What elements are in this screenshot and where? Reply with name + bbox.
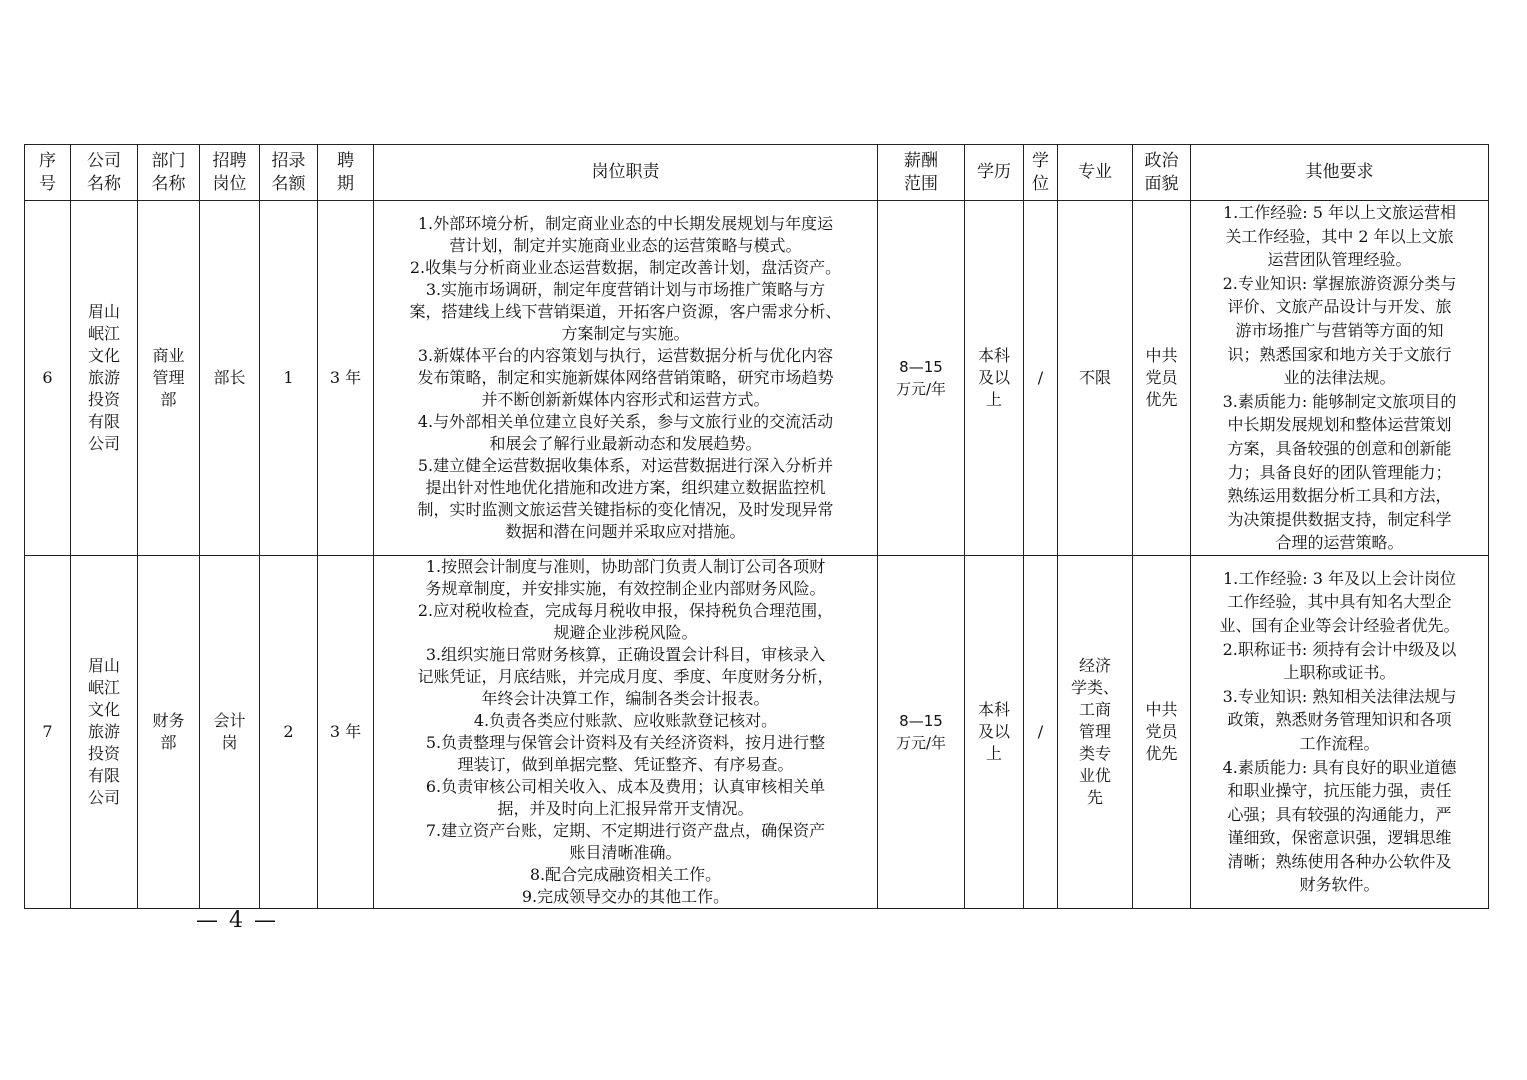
other-req-cell-line: 为决策提供数据支持，制定科学 [1227,509,1452,529]
other-req-cell-line: 政策，熟悉财务管理知识和各项 [1227,710,1452,730]
duties-cell-line: 1.外部环境分析，制定商业业态的中长期发展规划与年度运 [417,213,834,233]
header-political: 政治 面貌 [1133,145,1191,201]
other-req-cell-line: 上职称或证书。 [1283,663,1396,683]
duties-cell-line: 并不断创新新媒体内容形式和运营方式。 [481,389,770,409]
duties-cell-line: 营计划，制定并实施商业业态的运营策略与模式。 [449,235,802,255]
header-salary: 薪酬 范围 [878,145,965,201]
other-req-cell-line: 和职业操守，抗压能力强，责任 [1227,781,1452,801]
header-duties: 岗位职责 [374,145,878,201]
duties-cell-line: 规避企业涉税风险。 [553,622,698,642]
header-position: 招聘 岗位 [200,145,260,201]
education-cell: 本科 及以 上 [965,555,1024,908]
duties-cell-line: 账目清晰准确。 [569,842,682,862]
header-education: 学历 [965,145,1024,201]
other-req-cell-line: 3.素质能力: 能够制定文旅项目的 [1222,391,1457,411]
other-req-cell-line: 1.工作经验: 3 年及以上会计岗位 [1222,568,1456,588]
duties-cell-line: 制，实时监测文旅运营关键指标的变化情况，及时发现异常 [417,499,834,519]
other-req-cell-line: 4.素质能力: 具有良好的职业道德 [1222,757,1457,777]
other-req-cell-line: 识；熟悉国家和地方关于文旅行 [1227,344,1452,364]
other-req-cell-line: 方案，具备较强的创意和创新能 [1227,438,1452,458]
seq-cell: 6 [25,201,71,556]
other-req-cell-line: 业的法律法规。 [1283,368,1396,388]
duties-cell-line: 9.完成领导交办的其他工作。 [521,886,730,906]
other-req-cell-line: 心强；具有较强的沟通能力，严 [1227,804,1452,824]
duties-cell-line: 提出针对性地优化措施和改进方案，组织建立数据监控机 [425,477,826,497]
duties-cell-line: 记账凭证，月底结账，并完成月度、季度、年度财务分析， [417,666,834,686]
other-req-cell-line: 工作经验，其中具有知名大型企 [1227,592,1452,612]
header-major: 专业 [1058,145,1133,201]
table-row [25,555,1489,908]
other-req-cell-line: 运营团队管理经验。 [1267,250,1412,270]
degree-cell: / [1024,201,1058,556]
duties-cell-line: 年终会计决算工作，编制各类会计报表。 [481,688,770,708]
duties-cell-line: 案，搭建线上线下营销渠道，开拓客户资源，客户需求分析、 [409,301,842,321]
duties-cell [374,555,878,908]
quota-cell: 2 [260,555,318,908]
other-req-cell-line: 合理的运营策略。 [1275,533,1404,553]
other-req-cell-line: 中长期发展规划和整体运营策划 [1227,415,1452,435]
term-cell: 3 年 [318,555,374,908]
other-req-cell-line: 业、国有企业等会计经验者优先。 [1219,615,1460,635]
other-req-cell-line: 工作流程。 [1299,733,1380,753]
header-quota: 招录 名额 [260,145,318,201]
other-req-cell-line: 力；具备良好的团队管理能力； [1227,462,1452,482]
other-req-cell-line: 2.职称证书: 须持有会计中级及以 [1222,639,1457,659]
header-term: 聘 期 [318,145,374,201]
table-row [25,201,1489,556]
duties-cell-line: 务规章制度，并安排实施，有效控制企业内部财务风险。 [425,578,826,598]
other-req-cell-line: 清晰；熟练使用各种办公软件及 [1227,851,1452,871]
degree-cell: / [1024,555,1058,908]
quota-cell: 1 [260,201,318,556]
other-req-cell-line: 财务软件。 [1299,875,1380,895]
company-cell: 眉山 岷江 文化 旅游 投资 有限 公司 [71,555,138,908]
major-cell: 不限 [1058,201,1133,556]
company-cell: 眉山 岷江 文化 旅游 投资 有限 公司 [71,201,138,556]
salary-cell: 8—15 万元/年 [878,555,965,908]
duties-cell-line: 4.负责各类应付账款、应收账款登记核对。 [473,710,778,730]
other-req-cell-line: 熟练运用数据分析工具和方法， [1227,486,1452,506]
other-req-cell-line: 2.专业知识: 掌握旅游资源分类与 [1222,273,1457,293]
major-cell: 经济 学类、 工商 管理 类专 业优 先 [1058,555,1133,908]
position-cell: 部长 [200,201,260,556]
duties-cell-line: 5.建立健全运营数据收集体系，对运营数据进行深入分析并 [417,455,834,475]
duties-cell [374,201,878,556]
other-req-cell-line: 1.工作经验: 5 年以上文旅运营相 [1222,203,1456,222]
duties-cell-line: 2.收集与分析商业业态运营数据，制定改善计划，盘活资产。 [409,257,842,277]
education-cell: 本科 及以 上 [965,201,1024,556]
duties-cell-line: 3.组织实施日常财务核算，正确设置会计科目，审核录入 [425,644,826,664]
duties-cell-line: 方案制定与实施。 [561,323,690,343]
political-cell: 中共 党员 优先 [1133,201,1191,556]
duties-cell-line: 5.负责整理与保管会计资料及有关经济资料，按月进行整 [425,732,826,752]
duties-cell-line: 数据和潜在问题并采取应对措施。 [505,521,746,541]
header-seq: 序 号 [25,145,71,201]
recruitment-table [24,144,1489,909]
seq-cell: 7 [25,555,71,908]
duties-cell-line: 4.与外部相关单位建立良好关系，参与文旅行业的交流活动 [417,411,834,431]
header-company: 公司 名称 [71,145,138,201]
other-req-cell [1191,201,1489,556]
other-req-cell-line: 关工作经验，其中 2 年以上文旅 [1225,226,1454,246]
header-row [25,145,1489,201]
other-req-cell-line: 游市场推广与营销等方面的知 [1235,320,1444,340]
duties-cell-line: 理装订，做到单据完整、凭证整齐、有序易查。 [457,754,794,774]
header-dept: 部门 名称 [138,145,200,201]
duties-cell-line: 3.实施市场调研，制定年度营销计划与市场推广策略与方 [425,279,826,299]
duties-cell-line: 发布策略，制定和实施新媒体网络营销策略，研究市场趋势 [417,367,834,387]
other-req-cell [1191,555,1489,908]
duties-cell-line: 2.应对税收检查，完成每月税收申报，保持税负合理范围， [417,600,834,620]
duties-cell-line: 和展会了解行业最新动态和发展趋势。 [489,433,762,453]
duties-cell-line: 7.建立资产台账，定期、不定期进行资产盘点，确保资产 [425,820,826,840]
other-req-cell-line: 评价、文旅产品设计与开发、旅 [1227,297,1452,317]
dept-cell: 商业 管理 部 [138,201,200,556]
duties-cell-line: 1.按照会计制度与准则，协助部门负责人制订公司各项财 [425,556,826,576]
duties-cell-line: 8.配合完成融资相关工作。 [529,864,722,884]
duties-cell-line: 3.新媒体平台的内容策划与执行，运营数据分析与优化内容 [417,345,834,365]
political-cell: 中共 党员 优先 [1133,555,1191,908]
dept-cell: 财务 部 [138,555,200,908]
header-degree: 学 位 [1024,145,1058,201]
other-req-cell-line: 谨细致，保密意识强，逻辑思维 [1227,828,1452,848]
header-other: 其他要求 [1191,145,1489,201]
duties-cell-line: 6.负责审核公司相关收入、成本及费用；认真审核相关单 [425,776,826,796]
term-cell: 3 年 [318,201,374,556]
page-number: — 4 — [196,908,278,933]
other-req-cell-line: 3.专业知识: 熟知相关法律法规与 [1222,686,1457,706]
position-cell: 会计 岗 [200,555,260,908]
duties-cell-line: 据，并及时向上汇报异常开支情况。 [497,798,754,818]
salary-cell: 8—15 万元/年 [878,201,965,556]
